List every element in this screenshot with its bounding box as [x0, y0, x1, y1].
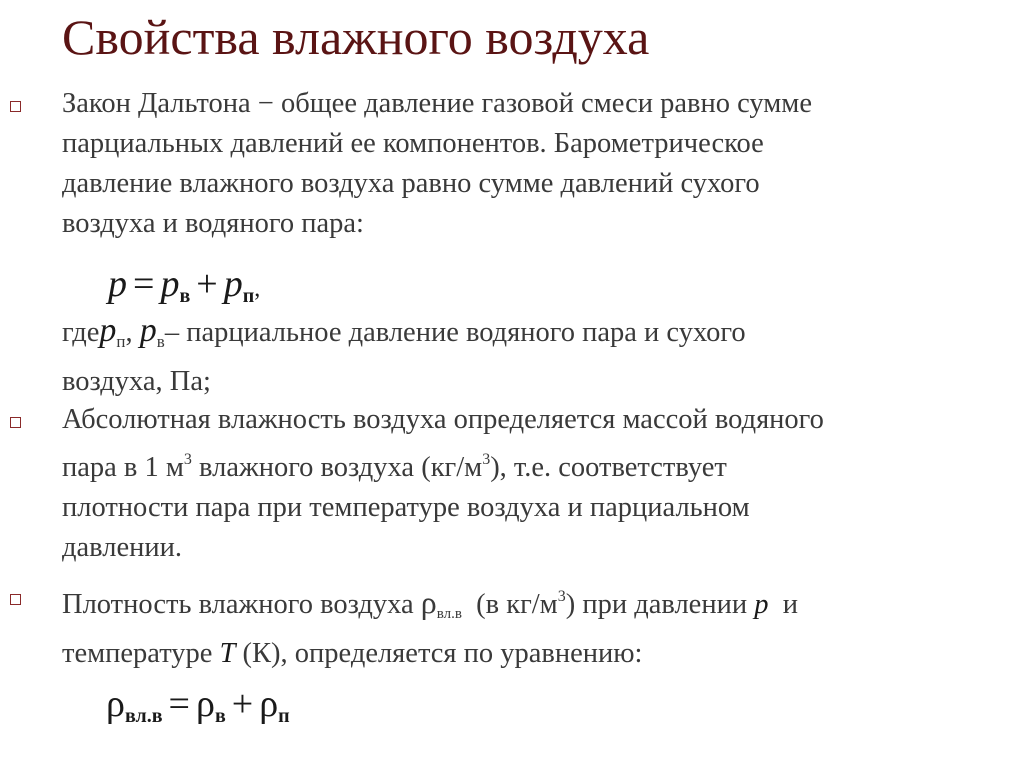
bullet-1-line-1: Закон Дальтона − общее давление газовой смеси равно сумме [62, 88, 812, 119]
b3-l1-c: ) при давлении [565, 589, 755, 620]
f2-rho1: ρ [106, 683, 125, 725]
b3-l2-a: температуре [62, 638, 220, 669]
where-sep: , [125, 317, 133, 348]
where-sub-2: в [156, 332, 165, 351]
formula-sub-p: п [242, 285, 255, 307]
density-formula [106, 682, 290, 728]
bullet-2-line-4: давлении. [62, 532, 182, 563]
f2-rho2: ρ [195, 683, 215, 725]
b2-l2-a: пара в 1 м [62, 452, 184, 483]
b3-l2-b: (К), определяется по уравнению: [235, 638, 643, 669]
b2-l2-sup: 3 [183, 451, 192, 468]
where-desc: – парциальное давление водяного пара и сухого [164, 317, 746, 348]
bullet-marker-2 [10, 417, 21, 428]
f2-eq: = [168, 683, 190, 725]
formula-eq: = [133, 263, 155, 305]
b2-l2-sup2: 3 [482, 451, 491, 468]
b3-rho: ρ [420, 584, 437, 620]
f2-rho3: ρ [259, 683, 279, 725]
where-sub-1: п [116, 332, 126, 351]
formula-p-p: p [223, 263, 243, 305]
formula-comma: , [254, 276, 261, 302]
formula-plus: + [196, 263, 218, 305]
bullet-3-line-1 [62, 577, 1012, 634]
bullet-1-line-3: давление влажного воздуха равно сумме давлений сухого [62, 168, 760, 199]
b3-sup: 3 [557, 588, 566, 605]
b3-rho-sub: вл.в [436, 606, 462, 622]
b3-l1-a: Плотность влажного воздуха [62, 589, 421, 620]
bullet-2-text [62, 400, 1012, 568]
f2-sub2: в [214, 705, 226, 727]
b2-l2-c: ), т.е. соответствует [490, 452, 727, 483]
formula-sub-v: в [179, 285, 191, 307]
f2-plus: + [231, 683, 254, 725]
dalton-formula [108, 262, 260, 308]
b3-T: T [219, 638, 236, 669]
formula-p-v: p [160, 263, 180, 305]
b3-l1-d: и [768, 589, 798, 620]
formula-p: p [108, 263, 127, 305]
b2-l2-b: влажного воздуха (кг/м [191, 452, 483, 483]
bullet-1-text [62, 84, 1012, 244]
where-line-1 [62, 311, 1012, 362]
bullet-3-line-2 [62, 634, 1012, 674]
bullet-2-line-1: Абсолютная влажность воздуха определяется массой водяного [62, 404, 824, 435]
bullet-marker-3 [10, 594, 21, 605]
f2-sub3: п [278, 705, 290, 727]
b3-p: p [754, 589, 769, 620]
bullet-2-line-2 [62, 440, 1012, 488]
where-sym-1: p [99, 312, 117, 349]
b3-l1-b: (в кг/м [461, 589, 558, 620]
where-prefix: где [62, 317, 100, 348]
where-text [62, 311, 1012, 402]
f2-sub1: вл.в [124, 705, 163, 727]
where-line-2: воздуха, Па; [62, 366, 211, 397]
bullet-1-line-4: воздуха и водяного пара: [62, 208, 364, 239]
slide-title: Свойства влажного воздуха [62, 9, 650, 65]
bullet-3-text [62, 577, 1012, 674]
bullet-marker-1 [10, 101, 21, 112]
where-sym-2: p [139, 312, 157, 349]
bullet-1-line-2: парциальных давлений ее компонентов. Барометрическое [62, 128, 764, 159]
bullet-2-line-3: плотности пара при температуре воздуха и парциальном [62, 492, 750, 523]
